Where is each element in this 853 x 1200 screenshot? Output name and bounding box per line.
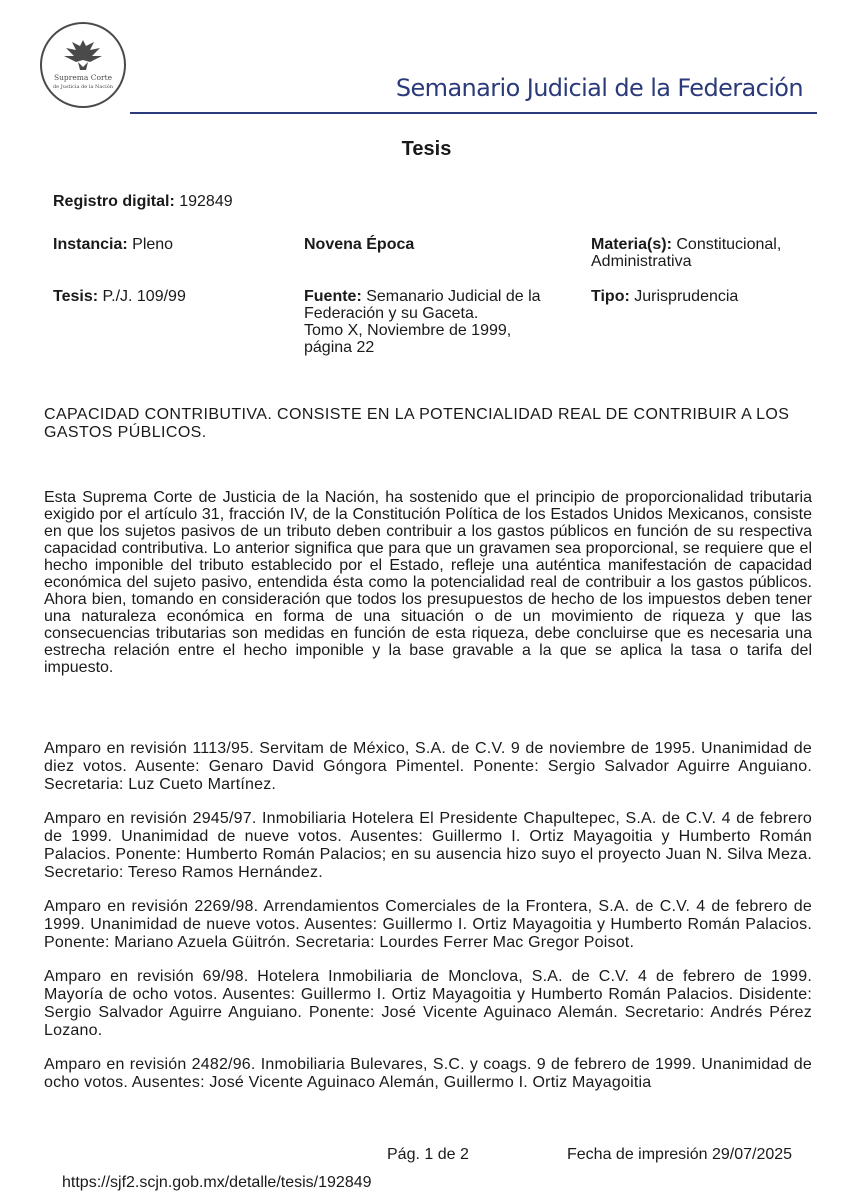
logo-line1: Suprema Corte (53, 73, 113, 82)
tipo-value: Jurisprudencia (634, 288, 739, 305)
page-number: Pág. 1 de 2 (387, 1146, 469, 1163)
publication-title: Semanario Judicial de la Federación (395, 74, 803, 102)
print-date: Fecha de impresión 29/07/2025 (567, 1146, 793, 1163)
instancia-label: Instancia: (53, 236, 128, 253)
source-url[interactable]: https://sjf2.scjn.gob.mx/detalle/tesis/192849 (62, 1174, 372, 1191)
tesis-label: Tesis: (53, 288, 99, 305)
tesis-rubro: CAPACIDAD CONTRIBUTIVA. CONSISTE EN LA POTENCIALIDAD REAL DE CONTRIBUIR A LOS GASTOS PÚBLICOS. (44, 406, 790, 441)
materia-field (591, 236, 831, 270)
instancia-value: Pleno (132, 236, 174, 253)
fuente-field (304, 288, 574, 356)
tipo-field (591, 288, 738, 305)
registro-value: 192849 (179, 193, 233, 210)
materia-value-2: Administrativa (591, 253, 692, 270)
eagle-seal-icon (38, 20, 128, 110)
tesis-body: Esta Suprema Corte de Justicia de la Nación, ha sostenido que el principio de proporcionalidad tributaria exigido por el artículo 31, fracción IV, de la Constitución Política de los Estados Unidos Mexicanos, consiste en que los sujetos pasivos de un tributo deben contribuir a los gastos públicos en función de su respectiva capacidad contributiva. Lo anterior significa que para que un gravamen sea proporcional, se requiere que el hecho imponible del tributo establecido por el Estado, refleje una auténtica manifestación de capacidad económica del sujeto pasivo, entendida ésta como la potencialidad real de contribuir a los gastos públicos. Ahora bien, tomando en consideración que todos los presupuestos de hecho de los impuestos deben tener una naturaleza económica en forma de una situación o de un movimiento de riqueza y que las consecuencias tributarias son medidas en función de esta riqueza, debe concluirse que es necesaria una estrecha relación entre el hecho imponible y la base gravable a la que se aplica la tasa o tarifa del impuesto. (44, 489, 812, 676)
precedent-item: Amparo en revisión 2482/96. Inmobiliaria Bulevares, S.C. y coags. 9 de febrero de 1999. Unanimidad de ocho votos. Ausentes: José Vicente Aguinaco Alemán, Guillermo I. Ortiz Mayagoitia (44, 1056, 812, 1091)
instancia-field (53, 236, 173, 253)
epoca-field (304, 236, 414, 253)
precedents-list (44, 740, 812, 1108)
header-divider (130, 112, 817, 114)
fuente-line-4: página 22 (304, 339, 375, 356)
registro-field (53, 193, 233, 210)
precedent-item: Amparo en revisión 2945/97. Inmobiliaria Hotelera El Presidente Chapultepec, S.A. de C.V. 4 de febrero de 1999. Unanimidad de nueve votos. Ausentes: Guillermo I. Ortiz Mayagoitia y Humberto Román Palacios. Ponente: Humberto Román Palacios; en su ausencia hizo suyo el proyecto Juan N. Silva Meza. Secretario: Tereso Ramos Hernández. (44, 810, 812, 881)
precedent-item: Amparo en revisión 69/98. Hotelera Inmobiliaria de Monclova, S.A. de C.V. 4 de febrero de 1999. Mayoría de ocho votos. Ausentes: Guillermo I. Ortiz Mayagoitia y Humberto Román Palacios. Disidente: Sergio Salvador Aguirre Anguiano. Ponente: José Vicente Aguinaco Alemán. Secretario: Andrés Pérez Lozano. (44, 968, 812, 1039)
page-title: Tesis (401, 138, 452, 160)
epoca-value: Novena Época (304, 236, 415, 253)
fuente-value: Semanario Judicial de la (366, 288, 541, 305)
fuente-line-2: Federación y su Gaceta. (304, 305, 479, 322)
registro-label: Registro digital: (53, 193, 175, 210)
precedent-item: Amparo en revisión 2269/98. Arrendamientos Comerciales de la Frontera, S.A. de C.V. 4 de febrero de 1999. Unanimidad de nueve votos. Ausentes: Guillermo I. Ortiz Mayagoitia y Humberto Román Palacios. Ponente: Mariano Azuela Güitrón. Secretaria: Lourdes Ferrer Mac Gregor Poisot. (44, 898, 812, 951)
tesis-value: P./J. 109/99 (102, 288, 186, 305)
fuente-line-3: Tomo X, Noviembre de 1999, (304, 322, 512, 339)
logo-line2: de Justicia de la Nación (52, 84, 114, 90)
tesis-field (53, 288, 186, 305)
tipo-label: Tipo: (591, 288, 630, 305)
fuente-label: Fuente: (304, 288, 362, 305)
materia-value: Constitucional, (676, 236, 782, 253)
scjn-logo (38, 20, 128, 110)
materia-label: Materia(s): (591, 236, 672, 253)
precedent-item: Amparo en revisión 1113/95. Servitam de México, S.A. de C.V. 9 de noviembre de 1995. Unanimidad de diez votos. Ausente: Genaro David Góngora Pimentel. Ponente: Sergio Salvador Aguirre Anguiano. Secretaria: Luz Cueto Martínez. (44, 740, 812, 793)
